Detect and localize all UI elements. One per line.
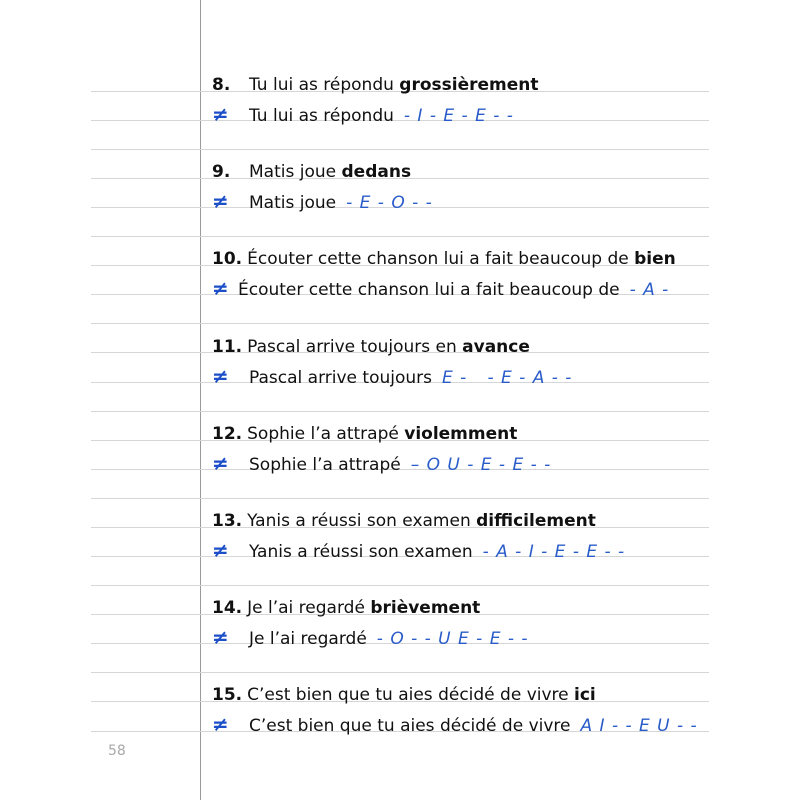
exercise-number: 15. bbox=[212, 685, 243, 705]
page-number: 58 bbox=[108, 743, 126, 759]
letter-hint: E - - E - A - - bbox=[441, 368, 572, 388]
exercise-sentence bbox=[212, 596, 480, 620]
opposite-sentence-text: Pascal arrive toujours bbox=[249, 368, 432, 388]
exercise-opposite bbox=[212, 364, 572, 388]
ruled-line bbox=[91, 411, 709, 412]
letter-hint: - A - bbox=[629, 280, 669, 300]
sentence-text: Écouter cette chanson lui a fait beaucoup de bbox=[247, 249, 635, 269]
not-equal-icon: ≠ bbox=[212, 364, 229, 388]
ruled-line bbox=[91, 236, 709, 237]
not-equal-icon: ≠ bbox=[212, 712, 229, 736]
exercise-opposite bbox=[212, 276, 669, 300]
sentence-text: Je l’ai regardé bbox=[247, 598, 371, 618]
opposite-sentence-text: Je l’ai regardé bbox=[249, 629, 367, 649]
letter-hint: A I - - E U - - bbox=[580, 716, 698, 736]
not-equal-icon: ≠ bbox=[212, 189, 229, 213]
ruled-line bbox=[91, 672, 709, 673]
sentence-text: Matis joue bbox=[249, 162, 342, 182]
exercise-sentence bbox=[212, 73, 539, 97]
target-word: violemment bbox=[404, 424, 518, 444]
letter-hint: - A - I - E - E - - bbox=[482, 542, 625, 562]
sentence-text: Tu lui as répondu bbox=[249, 75, 400, 95]
exercise-opposite bbox=[212, 625, 528, 649]
target-word: avance bbox=[462, 337, 530, 357]
ruled-line bbox=[91, 323, 709, 324]
letter-hint: - I - E - E - - bbox=[403, 106, 514, 126]
sentence-text: Pascal arrive toujours en bbox=[247, 337, 463, 357]
exercise-opposite bbox=[212, 712, 697, 736]
exercise-sentence bbox=[212, 160, 411, 184]
exercise-number: 12. bbox=[212, 424, 243, 444]
exercise-number: 9. bbox=[212, 162, 231, 182]
letter-hint: - E - O - - bbox=[346, 193, 433, 213]
exercise-opposite bbox=[212, 451, 551, 475]
exercise-opposite bbox=[212, 189, 432, 213]
opposite-sentence-text: Sophie l’a attrapé bbox=[249, 455, 401, 475]
not-equal-icon: ≠ bbox=[212, 451, 229, 475]
opposite-sentence-text: Yanis a réussi son examen bbox=[249, 542, 473, 562]
exercise-opposite bbox=[212, 538, 625, 562]
exercise-sentence bbox=[212, 509, 596, 533]
opposite-sentence-text: Écouter cette chanson lui a fait beaucoup de bbox=[238, 280, 620, 300]
exercise-opposite bbox=[212, 102, 513, 126]
ruled-line bbox=[91, 149, 709, 150]
exercise-sentence bbox=[212, 422, 517, 446]
sentence-text: Sophie l’a attrapé bbox=[247, 424, 405, 444]
exercise-sentence bbox=[212, 247, 676, 271]
ruled-line bbox=[91, 498, 709, 499]
letter-hint: - O - - U E - E - - bbox=[376, 629, 529, 649]
ruled-line bbox=[91, 585, 709, 586]
target-word: difficilement bbox=[476, 511, 596, 531]
exercise-number: 14. bbox=[212, 598, 243, 618]
exercise-sentence bbox=[212, 683, 596, 707]
target-word: dedans bbox=[341, 162, 412, 182]
exercise-number: 11. bbox=[212, 337, 243, 357]
not-equal-icon: ≠ bbox=[212, 538, 229, 562]
sentence-text: Yanis a réussi son examen bbox=[247, 511, 477, 531]
not-equal-icon: ≠ bbox=[212, 625, 229, 649]
not-equal-icon: ≠ bbox=[212, 276, 229, 300]
target-word: ici bbox=[574, 685, 596, 705]
target-word: grossièrement bbox=[399, 75, 539, 95]
not-equal-icon: ≠ bbox=[212, 102, 229, 126]
exercise-number: 8. bbox=[212, 75, 231, 95]
opposite-sentence-text: C’est bien que tu aies décidé de vivre bbox=[249, 716, 571, 736]
target-word: bien bbox=[634, 249, 676, 269]
exercise-number: 13. bbox=[212, 511, 243, 531]
opposite-sentence-text: Matis joue bbox=[249, 193, 337, 213]
opposite-sentence-text: Tu lui as répondu bbox=[249, 106, 394, 126]
exercise-number: 10. bbox=[212, 249, 243, 269]
sentence-text: C’est bien que tu aies décidé de vivre bbox=[247, 685, 575, 705]
target-word: brièvement bbox=[370, 598, 481, 618]
exercise-sentence bbox=[212, 335, 530, 359]
letter-hint: – O U - E - E - - bbox=[410, 455, 551, 475]
